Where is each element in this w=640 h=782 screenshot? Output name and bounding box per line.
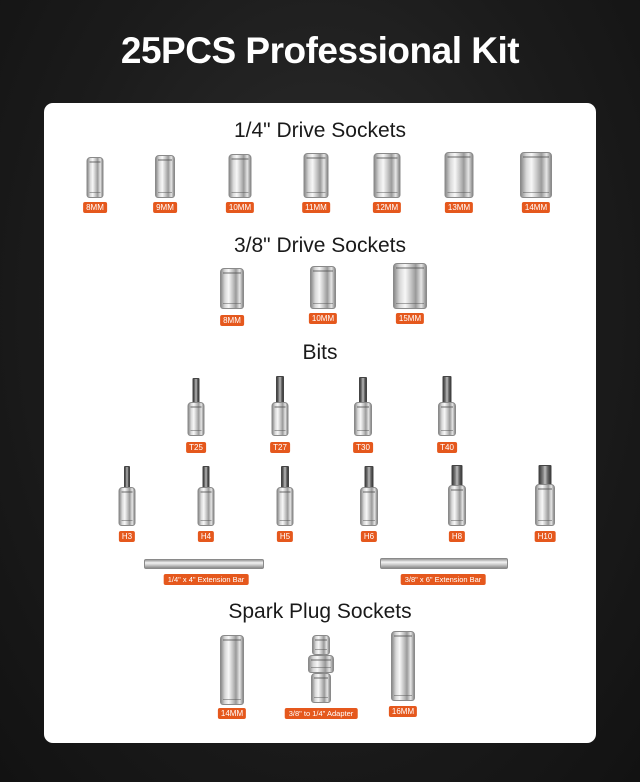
bit-socket	[198, 487, 215, 526]
bit-label: T25	[186, 442, 206, 453]
section-title-three-eighth-sockets: 3/8" Drive Sockets	[233, 234, 407, 257]
size-label: 14MM	[218, 708, 246, 719]
bit-tip	[276, 376, 284, 403]
bit-label: T27	[270, 442, 290, 453]
bit-label: H3	[119, 531, 135, 542]
bit-tip	[281, 466, 289, 488]
bit-socket	[272, 402, 289, 436]
bit-label: T40	[437, 442, 457, 453]
socket-image	[229, 154, 252, 198]
bit-socket	[188, 402, 205, 436]
adapter-bottom	[311, 673, 331, 703]
extension-bar-label: 3/8" x 6" Extension Bar	[401, 574, 486, 585]
size-label: 11MM	[302, 202, 330, 213]
socket-image	[220, 635, 244, 705]
size-label: 15MM	[396, 313, 424, 324]
bit-label: H6	[361, 531, 377, 542]
bit-label: H8	[449, 531, 465, 542]
socket-image	[520, 152, 552, 198]
bit-socket	[277, 487, 294, 526]
extension-bar-label: 1/4" x 4" Extension Bar	[164, 574, 249, 585]
bit-label: H5	[277, 531, 293, 542]
bit-socket	[360, 487, 378, 526]
size-label: 10MM	[309, 313, 337, 324]
socket-image	[220, 268, 244, 309]
bit-socket	[119, 487, 136, 526]
bit-tip	[203, 466, 210, 488]
bit-tip	[365, 466, 374, 488]
socket-image	[374, 153, 401, 198]
page-title: 25PCS Professional Kit	[120, 30, 520, 71]
bit-tip	[359, 377, 367, 403]
bit-tip	[443, 376, 452, 403]
socket-image	[155, 155, 175, 198]
section-title-spark-plug: Spark Plug Sockets	[228, 600, 412, 623]
bit-label: H4	[198, 531, 214, 542]
size-label: 9MM	[153, 202, 177, 213]
bit-label: T30	[353, 442, 373, 453]
bit-tip	[124, 466, 130, 488]
bit-socket	[448, 485, 466, 526]
section-title-quarter-sockets: 1/4" Drive Sockets	[233, 119, 407, 142]
bit-socket	[438, 402, 456, 436]
adapter-top	[312, 635, 330, 655]
bit-socket	[354, 402, 372, 436]
size-label: 13MM	[445, 202, 473, 213]
adapter-label: 3/8" to 1/4" Adapter	[285, 708, 358, 719]
bit-socket	[535, 484, 555, 526]
bit-tip	[452, 465, 463, 486]
socket-image	[445, 152, 474, 198]
bit-tip	[193, 378, 200, 403]
socket-image	[310, 266, 336, 309]
size-label: 16MM	[389, 706, 417, 717]
section-title-bits: Bits	[302, 341, 338, 364]
adapter-joint	[308, 655, 334, 673]
socket-image	[304, 153, 329, 198]
bit-tip	[539, 465, 552, 485]
size-label: 12MM	[373, 202, 401, 213]
extension-bar-image	[144, 559, 264, 569]
size-label: 14MM	[522, 202, 550, 213]
socket-image	[87, 157, 104, 198]
socket-image	[391, 631, 415, 701]
socket-image	[393, 263, 427, 309]
bit-label: H10	[535, 531, 556, 542]
size-label: 8MM	[220, 315, 244, 326]
size-label: 8MM	[83, 202, 107, 213]
kit-card	[44, 103, 596, 743]
extension-bar-image	[380, 558, 508, 569]
size-label: 10MM	[226, 202, 254, 213]
